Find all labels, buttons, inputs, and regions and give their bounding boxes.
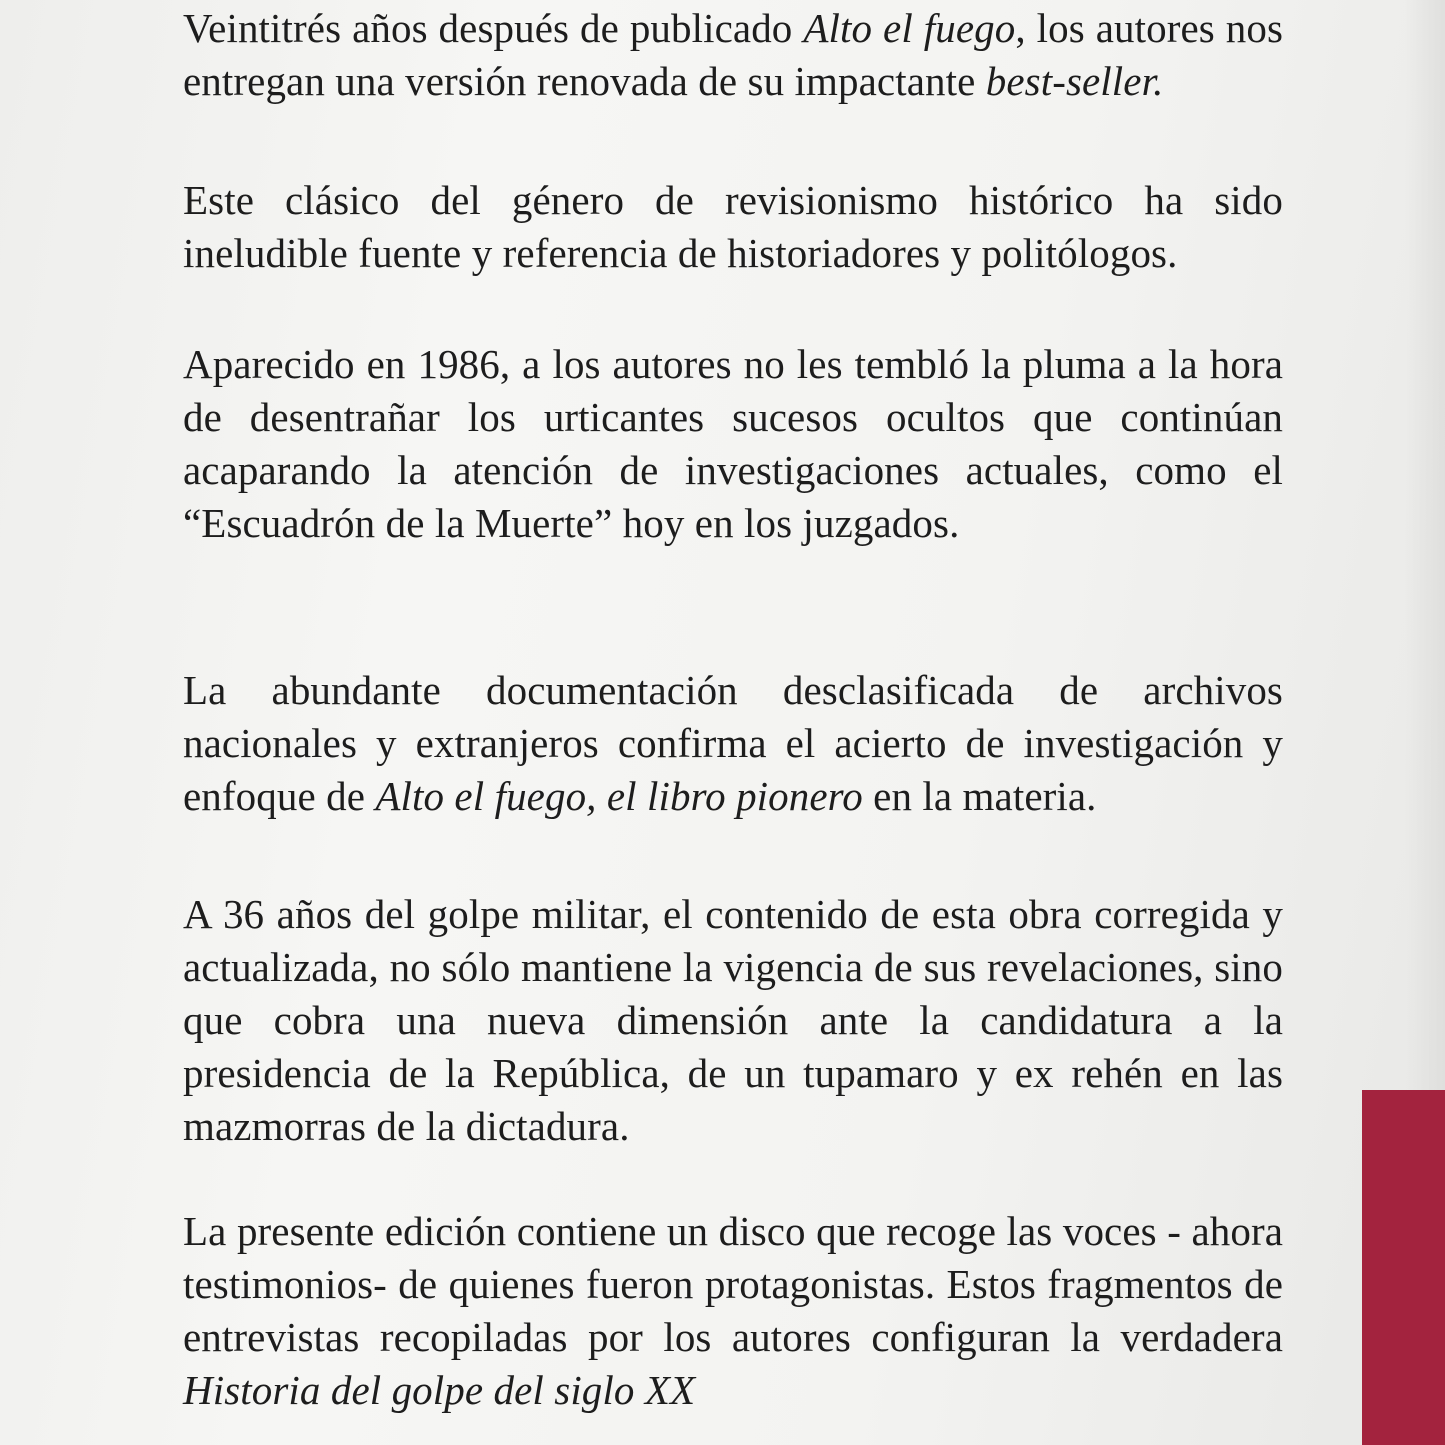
paragraph-intro [183,2,1283,108]
book-title-italic: Alto el fuego [803,5,1016,51]
paragraph-classic: Este clásico del género de revisionismo histórico ha sido ineludible fuente y referencia de historiadores y politólogos. [183,177,1283,276]
cover-glare [1405,0,1445,1090]
paragraph-1986: Aparecido en 1986, a los autores no les tembló la pluma a la hora de desentrañar los urticantes sucesos ocultos que continúan acaparando la atención de investigaciones actuales, como el “Escuadrón de la Muerte” hoy en los juzgados. [183,341,1283,546]
paragraph-36-years: A 36 años del golpe militar, el contenido de esta obra corregida y actualizada, no sólo mantiene la vigencia de sus revelaciones, sino que cobra una nueva dimensión ante la candidatura a la presidencia de la República, de un tupamaro y ex rehén en las mazmorras de la dictadura. [183,891,1283,1149]
best-seller-italic: best-seller. [985,58,1164,104]
edition-text-start: La presente edición contiene un disco que recoge las voces - ahora testimonios- de quienes fueron protagonistas. Estos fragmentos de entrevistas recopiladas por los autores configuran la verdadera [183,1208,1283,1360]
documentation-text-start: La abundante documentación desclasificada de archivos nacionales y extranjeros confirma el acierto de investigación y enfoque de [183,667,1283,819]
pioneer-book-italic: Alto el fuego, el libro pionero [375,773,863,819]
intro-text-middle: , los autores nos entregan una versión renovada de su impactante [183,5,1283,104]
paragraph-documentation [183,664,1283,823]
history-title-italic: Historia del golpe del siglo XX [183,1367,696,1413]
paragraph-edition-disc [183,1205,1283,1417]
intro-text-start: Veintitrés años después de publicado [183,5,804,51]
documentation-text-end: en la materia. [862,773,1097,819]
red-cover-edge [1362,1090,1445,1445]
